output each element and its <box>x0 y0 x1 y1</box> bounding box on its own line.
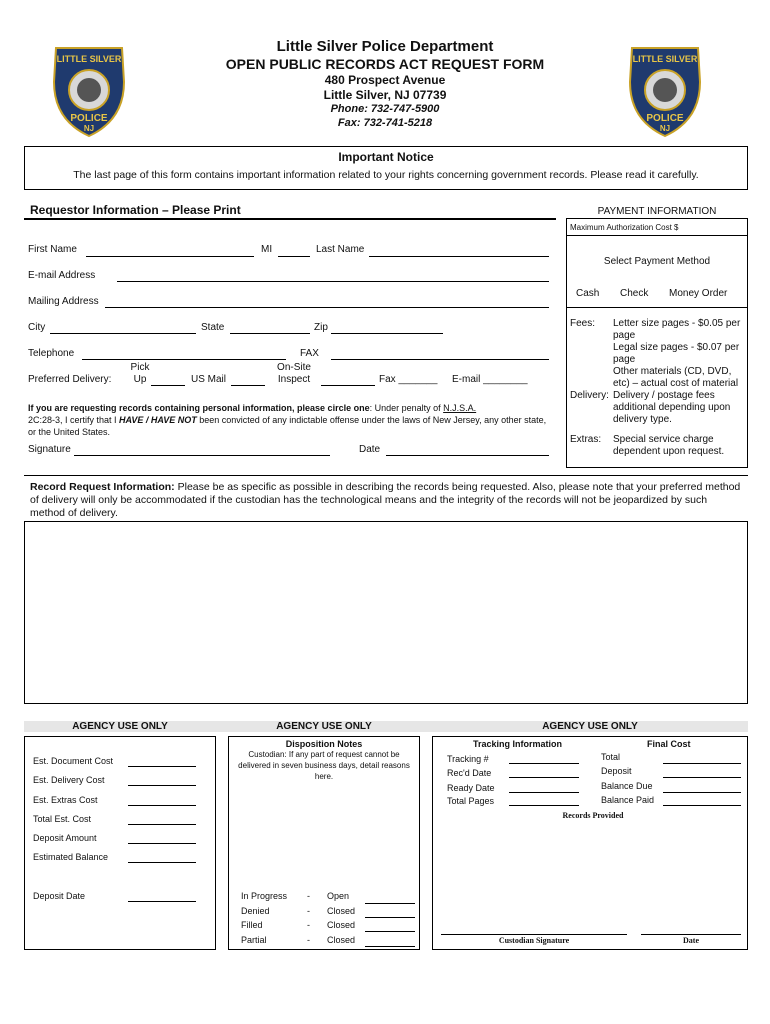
state-label: State <box>201 322 225 333</box>
payment-box <box>566 218 748 468</box>
record-request-info <box>30 481 744 520</box>
email-option[interactable]: E-mail ________ <box>452 374 528 385</box>
final-field-2[interactable] <box>663 792 741 793</box>
city-label: City <box>28 322 46 333</box>
agency-heading-2: AGENCY USE ONLY <box>276 721 372 732</box>
cost-field-0[interactable] <box>128 766 196 767</box>
onsite-label-2: Inspect <box>277 374 311 385</box>
address-line-1: 480 Prospect Avenue <box>324 73 446 87</box>
tracking-field-3[interactable] <box>509 805 579 806</box>
status-left-3: Partial <box>241 935 267 945</box>
extras-label: Extras: <box>570 434 602 445</box>
last-name-field[interactable] <box>369 256 549 257</box>
fax-label: FAX <box>300 348 319 359</box>
svg-text:POLICE: POLICE <box>646 113 684 124</box>
cost-field-1[interactable] <box>128 785 196 786</box>
pickup-label-1: Pick <box>130 362 150 373</box>
status-dash-3: - <box>307 935 310 945</box>
pickup-field[interactable] <box>151 385 185 386</box>
tracking-label-3: Total Pages <box>447 796 495 806</box>
record-request-text: Please be as specific as possible in describing the records being requested. Also, please note that your preferred method of delivery will only be accommodated if the custodian has the technological means and the integrity of the records will not be jeopardized by such method of delivery. <box>30 481 741 519</box>
svg-text:NJ: NJ <box>659 124 671 133</box>
zip-field[interactable] <box>331 333 443 334</box>
tracking-title: Tracking Information <box>473 739 563 749</box>
certification-part-3: been convicted of any indictable offense under the laws of New Jersey, any other state, or the United States. <box>28 415 547 437</box>
custodian-signature-field[interactable] <box>441 934 627 935</box>
email-label: E-mail Address <box>28 270 96 281</box>
cost-label-4: Deposit Amount <box>33 833 97 843</box>
cost-label-2: Est. Extras Cost <box>33 795 98 805</box>
njsa-citation: N.J.S.A. <box>443 403 477 413</box>
state-field[interactable] <box>230 333 310 334</box>
cost-field-4[interactable] <box>128 843 196 844</box>
important-notice-box <box>24 146 748 190</box>
cost-field-5[interactable] <box>128 862 196 863</box>
agency-costs-box <box>24 736 216 950</box>
cost-label-3: Total Est. Cost <box>33 814 92 824</box>
last-name-label: Last Name <box>316 244 365 255</box>
form-title: OPEN PUBLIC RECORDS ACT REQUEST FORM <box>225 56 545 72</box>
extras-text: Special service charge dependent upon request. <box>613 434 725 457</box>
us-mail-field[interactable] <box>231 385 265 386</box>
certification-part-1: : Under penalty of <box>369 403 444 413</box>
status-dash-2: - <box>307 920 310 930</box>
date-field[interactable] <box>386 455 549 456</box>
select-payment-method: Select Payment Method <box>603 256 711 267</box>
signature-label: Signature <box>28 444 71 455</box>
svg-text:LITTLE SILVER: LITTLE SILVER <box>632 54 698 64</box>
money-order-option[interactable]: Money Order <box>669 288 728 299</box>
cost-label-0: Est. Document Cost <box>33 756 114 766</box>
fax-field[interactable] <box>331 359 549 360</box>
status-dash-1: - <box>307 906 310 916</box>
cost-label-6: Deposit Date <box>33 891 86 901</box>
agency-date-field[interactable] <box>641 934 741 935</box>
max-auth-rule <box>567 235 747 236</box>
record-request-rule <box>24 475 748 476</box>
delivery-text: Delivery / postage fees additional depending upon delivery type. <box>613 390 731 425</box>
certification-bold: If you are requesting records containing personal information, please circle one <box>28 403 370 413</box>
agency-heading-3: AGENCY USE ONLY <box>542 721 638 732</box>
cash-option[interactable]: Cash <box>576 288 600 299</box>
tracking-field-1[interactable] <box>509 777 579 778</box>
tracking-label-0: Tracking # <box>447 754 489 764</box>
status-right-2: Closed <box>327 920 356 930</box>
department-name: Little Silver Police Department <box>276 38 494 55</box>
status-field-0[interactable] <box>365 903 415 904</box>
status-field-3[interactable] <box>365 946 415 947</box>
records-provided-area[interactable] <box>443 823 739 929</box>
tracking-field-0[interactable] <box>509 763 579 764</box>
cost-label-1: Est. Delivery Cost <box>33 775 105 785</box>
status-right-3: Closed <box>327 935 356 945</box>
record-request-bold: Record Request Information: <box>30 481 175 493</box>
cost-field-3[interactable] <box>128 824 196 825</box>
final-label-3: Balance Paid <box>601 795 655 805</box>
status-field-2[interactable] <box>365 931 415 932</box>
cost-field-6[interactable] <box>128 901 196 902</box>
city-field[interactable] <box>50 333 196 334</box>
agency-date-label: Date <box>683 936 699 945</box>
date-label: Date <box>359 444 381 455</box>
final-cost-title: Final Cost <box>647 739 691 749</box>
tracking-label-2: Ready Date <box>447 783 495 793</box>
final-label-1: Deposit <box>601 766 632 776</box>
final-field-0[interactable] <box>663 763 741 764</box>
notice-text: The last page of this form contains important information related to your rights concerning government records. Please read it carefully. <box>73 169 699 181</box>
final-field-1[interactable] <box>663 777 741 778</box>
tracking-box <box>432 736 748 950</box>
requestor-heading-rule <box>24 218 556 220</box>
disposition-text: Custodian: If any part of request cannot be delivered in seven business days, detail reasons here. <box>238 750 410 781</box>
status-right-1: Closed <box>327 906 356 916</box>
status-dash-0: - <box>307 891 310 901</box>
notice-title: Important Notice <box>338 150 434 164</box>
phone: Phone: 732-747-5900 <box>330 103 440 115</box>
requestor-heading: Requestor Information – Please Print <box>30 203 241 217</box>
agency-heading-1: AGENCY USE ONLY <box>72 721 168 732</box>
svg-text:NJ: NJ <box>83 124 95 133</box>
certification-part-2: 2C:28-3, I certify that I <box>28 415 120 425</box>
status-field-1[interactable] <box>365 917 415 918</box>
onsite-label-1: On-Site <box>277 362 311 373</box>
zip-label: Zip <box>314 322 328 333</box>
us-mail-label: US Mail <box>191 374 227 385</box>
tracking-label-1: Rec'd Date <box>447 768 492 778</box>
payment-heading: PAYMENT INFORMATION <box>597 206 717 217</box>
status-left-2: Filled <box>241 920 263 930</box>
signature-field[interactable] <box>74 455 330 456</box>
status-left-0: In Progress <box>241 891 288 901</box>
check-option[interactable]: Check <box>620 288 649 299</box>
mailing-label: Mailing Address <box>28 296 99 307</box>
delivery-label: Delivery: <box>570 390 609 401</box>
police-badge-right-icon <box>624 42 706 138</box>
status-right-0: Open <box>327 891 350 901</box>
status-left-1: Denied <box>241 906 270 916</box>
fees-label: Fees: <box>570 318 596 329</box>
records-provided-label: Records Provided <box>562 811 624 820</box>
first-name-field[interactable] <box>86 256 254 257</box>
preferred-delivery-label: Preferred Delivery: <box>28 374 112 385</box>
svg-text:POLICE: POLICE <box>70 113 108 124</box>
final-field-3[interactable] <box>663 805 741 806</box>
fax-option[interactable]: Fax _______ <box>379 374 438 385</box>
first-name-label: First Name <box>28 244 77 255</box>
max-auth-cost: Maximum Authorization Cost $ <box>570 223 679 232</box>
email-field[interactable] <box>117 281 549 282</box>
payment-method-rule <box>567 307 747 308</box>
telephone-label: Telephone <box>28 348 75 359</box>
mi-field[interactable] <box>278 256 310 257</box>
disposition-box <box>228 736 420 950</box>
telephone-field[interactable] <box>82 359 286 360</box>
pickup-label-2: Up <box>133 374 147 385</box>
fees-text: Letter size pages - $0.05 per page Legal size pages - $0.07 per page Other materials (CD, DVD, etc) – actual cost of material <box>613 318 741 389</box>
final-label-2: Balance Due <box>601 781 653 791</box>
svg-text:LITTLE SILVER: LITTLE SILVER <box>56 54 122 64</box>
certification-text <box>28 402 548 438</box>
mi-label: MI <box>261 244 273 255</box>
onsite-field[interactable] <box>321 385 375 386</box>
have-have-not[interactable]: HAVE / HAVE NOT <box>119 415 197 425</box>
address-line-2: Little Silver, NJ 07739 <box>323 88 447 102</box>
cost-field-2[interactable] <box>128 805 196 806</box>
police-badge-left-icon <box>48 42 130 138</box>
record-request-textarea[interactable] <box>24 521 748 704</box>
final-label-0: Total <box>601 752 621 762</box>
cost-label-5: Estimated Balance <box>33 852 109 862</box>
mailing-field[interactable] <box>105 307 549 308</box>
fax: Fax: 732-741-5218 <box>337 117 433 129</box>
disposition-title: Disposition Notes <box>285 739 363 749</box>
custodian-signature-label: Custodian Signature <box>498 936 570 945</box>
tracking-field-2[interactable] <box>509 792 579 793</box>
